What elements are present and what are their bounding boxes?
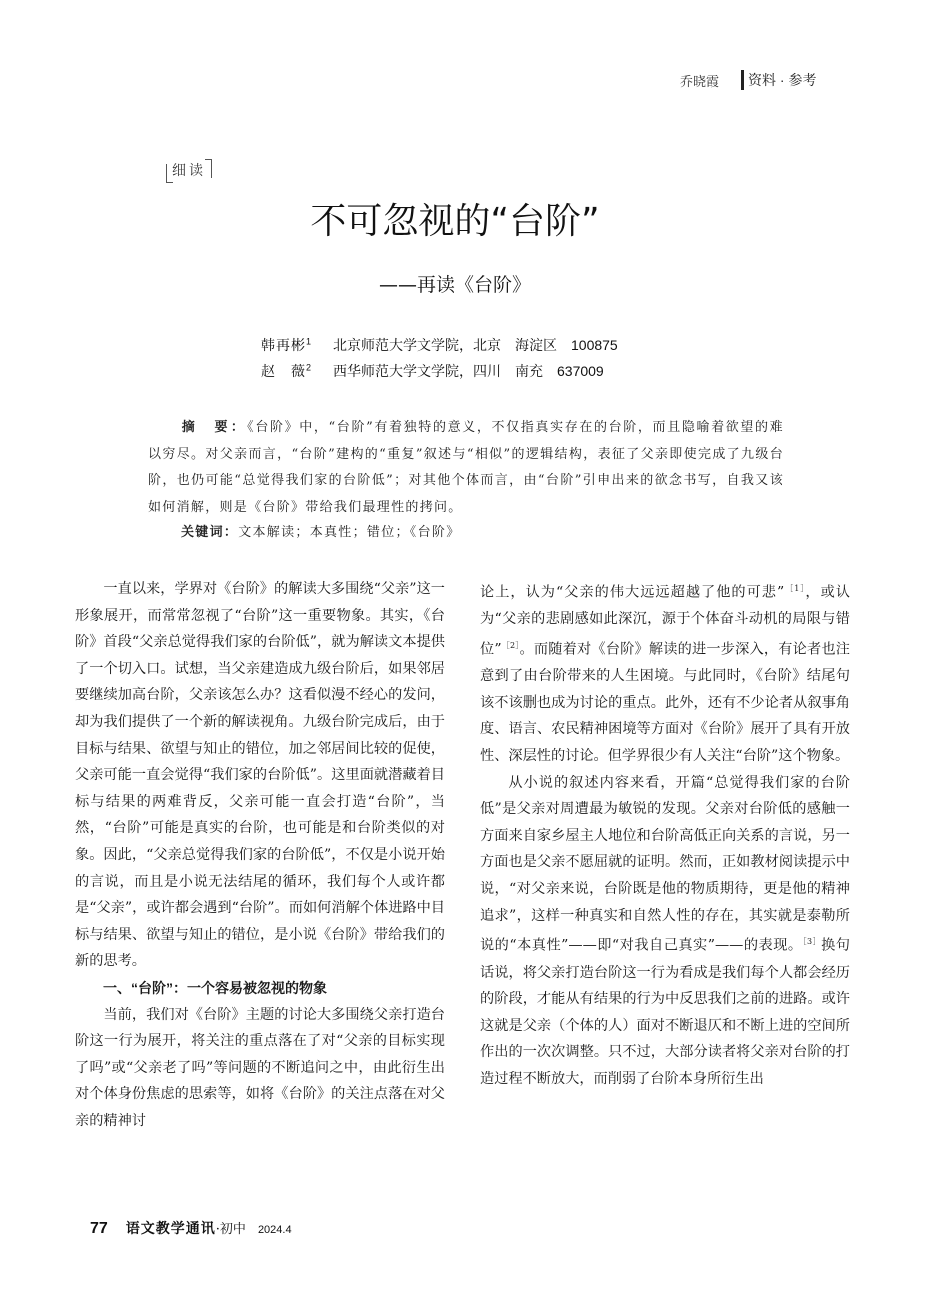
paragraph: 当前，我们对《台阶》主题的讨论大多围绕父亲打造台阶这一行为展开，将关注的重点落在了对“父亲的目标实现了吗”或“父亲老了吗”等问题的不断追问之中，由此衍生出对个体身份焦虑的思索等，如将《台阶》的关注点落在对父亲的精神讨 xyxy=(75,1006,445,1129)
authors-block xyxy=(261,335,618,387)
header-author: 乔晓霞 xyxy=(680,73,720,89)
article-subtitle: ——再读《台阶》 xyxy=(378,274,531,296)
keywords xyxy=(181,521,461,540)
author-row-2 xyxy=(261,361,618,387)
paragraph: 从小说的叙述内容来看，开篇“总觉得我们家的台阶低”是父亲对周遭最为敏锐的发现。父亲对台阶低的感触一方面来自家乡屋主人地位和台阶高低正向关系的言说，另一方面也是父亲不愿屈就的证明。然而，正如教材阅读提示中说，“对父亲来说，台阶既是他的物质期待，更是他的精神追求”，这样一种真实和自然人性的存在，其实就是泰勒所说的“本真性”——即“对我自己真实”——的表现。$^{[3]}$换句话说，将父亲打造台阶这一行为看成是我们每个人都会经历的阶段，才能从有结果的行为中反思我们之前的进路。或许这就是父亲（个体的人）面对不断退仄和不断上进的空间所作出的一次次调整。只不过，大部分读者将父亲对台阶的打造过程不断放大，而削弱了台阶本身所衍生出 xyxy=(480,774,850,1087)
running-header xyxy=(680,70,880,90)
author-name-1: 韩再彬$^1$ xyxy=(261,336,313,353)
right-column xyxy=(480,576,850,1092)
citation-ref: ［1］ xyxy=(784,584,806,593)
article-tag: 细读 xyxy=(168,160,210,180)
page-number: 77 xyxy=(90,1220,108,1237)
paragraph: 论上，认为“父亲的伟大远远超越了他的可悲”$^{[1]}$，或认为“父亲的悲剧感如此深沉，源于个体奋斗动机的局限与错位”$^{[2]}$。而随着对《台阶》解读的进一步深入，有论者也注意到了由台阶带来的人生困境。与此同时，《台阶》结尾句该不该删也成为讨论的重点。此外，还有不少论者从叙事角度、语言、农民精神困境等方面对《台阶》展开了具有开放性、深层性的讨论。但学界很少有人关注“台阶”这个物象。 xyxy=(480,584,850,765)
citation-ref: ［2］ xyxy=(501,640,520,650)
author-affiliation-1: 北京师范大学文学院，北京 海淀区 100875 xyxy=(333,337,618,353)
section-heading: 一、“台阶”：一个容易被忽视的物象 xyxy=(103,979,327,996)
header-column: 资料 · 参考 xyxy=(741,70,816,90)
abstract-text: 《台阶》中，“台阶”有着独特的意义，不仅指真实存在的台阶，而且隐喻着欲望的难以穷尽。对父亲而言，“台阶”建构的“重复”叙述与“相似”的逻辑结构，表征了父亲即使完成了九级台阶，也仍可能“总觉得我们家的台阶低”；对其他个体而言，由“台阶”引申出来的欲念书写，自我又该如何消解，则是《台阶》带给我们最理性的拷问。 xyxy=(148,420,784,515)
keywords-label: 关键词： xyxy=(181,524,239,539)
left-column xyxy=(75,576,445,1134)
article-title: 不可忽视的“台阶” xyxy=(310,201,600,242)
journal-name: 语文教学通讯·初中 xyxy=(125,1221,246,1237)
issue-date: 2024.4 xyxy=(257,1224,292,1236)
author-row-1 xyxy=(261,335,618,361)
abstract xyxy=(148,414,784,521)
keywords-text: 文本解读；本真性；错位；《台阶》 xyxy=(238,525,461,540)
abstract-label: 摘 要： xyxy=(181,419,248,434)
author-name-2: 赵 薇$^2$ xyxy=(261,362,313,379)
author-affiliation-2: 西华师范大学文学院，四川 南充 637009 xyxy=(333,363,604,379)
page-footer xyxy=(90,1218,292,1238)
citation-ref: ［3］ xyxy=(802,937,822,947)
paragraph: 一直以来，学界对《台阶》的解读大多围绕“父亲”这一形象展开，而常常忽视了“台阶”这一重要物象。其实，《台阶》首段“父亲总觉得我们家的台阶低”，就为解读文本提供了一个切入口。试想，当父亲建造成九级台阶后，如果邻居要继续加高台阶，父亲该怎么办？这看似漫不经心的发问，却为我们提供了一个新的解读视角。九级台阶完成后，由于目标与结果、欲望与知止的错位，加之邻居间比较的促使，父亲可能一直会觉得“我们家的台阶低”。这里面就潜藏着目标与结果的两难背反，父亲可能一直会打造“台阶”，当然，“台阶”可能是真实的台阶，也可能是和台阶类似的对象。因此，“父亲总觉得我们家的台阶低”，不仅是小说开始的言说，而且是小说无法结尾的循环，我们每个人或许都是“父亲”，或许都会遇到“台阶”。而如何消解个体进路中目标与结果、欲望与知止的错位，是小说《台阶》带给我们的新的思考。 xyxy=(75,581,445,970)
